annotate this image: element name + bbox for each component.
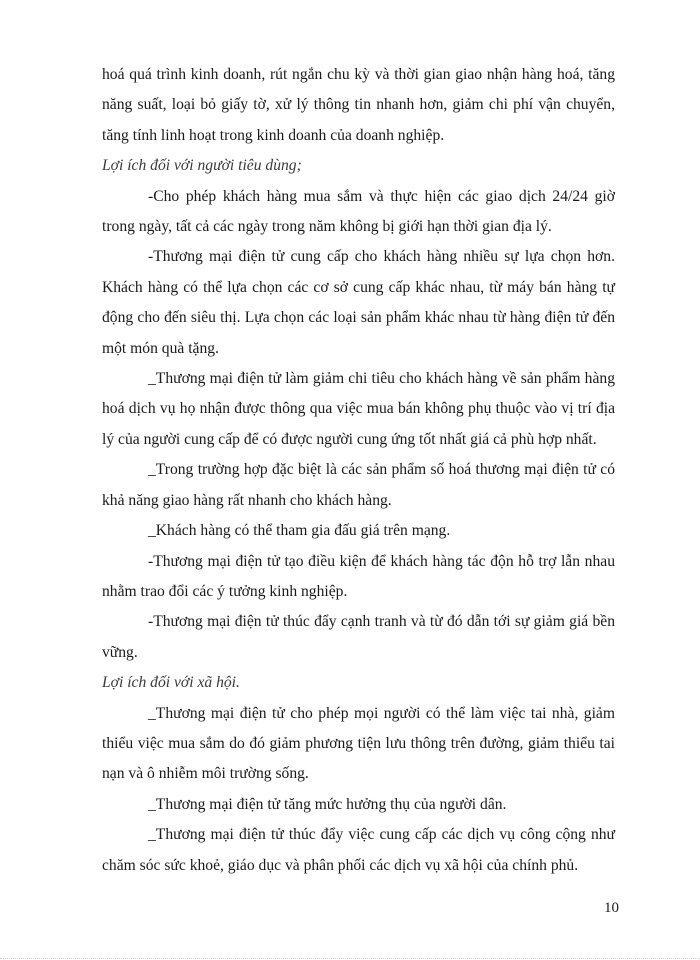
paragraph-living-standard: _Thương mại điện tử tăng mức hưởng thụ của người dân. bbox=[148, 795, 507, 813]
paragraph-lower-spending: _Thương mại điện tử làm giảm chi tiêu cho khách hàng về sản phẩm hàng hoá dịch vụ họ nhận được thông qua việc mua bán không phụ thuộc vào vị trí địa lý của người cung cấp để có được người cung ứng tốt nhất giá cả phù hợp nhất. bbox=[102, 370, 615, 448]
paragraph-24-7-shopping: -Cho phép khách hàng mua sắm và thực hiện các giao dịch 24/24 giờ trong ngày, tất cả các ngày trong năm không bị giới hạn thời gian địa lý. bbox=[102, 187, 615, 236]
paragraph-more-choices: -Thương mại điện tử cung cấp cho khách hàng nhiều sự lựa chọn hơn. Khách hàng có thể lựa chọn các cơ sở cung cấp khác nhau, từ máy bán hàng tự động cho đến siêu thị. Lựa chọn các loại sản phẩm khác nhau từ hàng điện tử đến một món quà tặng. bbox=[102, 248, 615, 357]
page-number: 10 bbox=[604, 900, 619, 916]
paragraph-continuation: hoá quá trình kinh doanh, rút ngắn chu kỳ và thời gian giao nhận hàng hoá, tăng năng suất, loại bỏ giấy tờ, xử lý thông tin nhanh hơn, giảm chi phí vận chuyển, tăng tính linh hoạt trong kinh doanh của doanh nghiệp. bbox=[102, 66, 615, 144]
section-heading-consumer-benefits: Lợi ích đối với người tiêu dùng; bbox=[102, 157, 302, 175]
paragraph-competition: -Thương mại điện tử thúc đẩy cạnh tranh và từ đó dẫn tới sự giảm giá bền vững. bbox=[102, 613, 615, 661]
paragraph-work-from-home: _Thương mại điện tử cho phép mọi người có thể làm việc tai nhà, giảm thiểu việc mua sắm do đó giảm phương tiện lưu thông trên đường, giảm thiểu tai nạn và ô nhiễm môi trường sống. bbox=[102, 704, 615, 783]
paragraph-customer-interaction: -Thương mại điện tử tạo điều kiện để khách hàng tác độn hỗ trợ lẫn nhau nhằm trao đổi các ý tưởng kinh nghiệp. bbox=[102, 552, 615, 600]
paragraph-fast-delivery: _Trong trường hợp đặc biệt là các sản phẩm số hoá thương mại điện tử có khả năng giao hàng rất nhanh cho khách hàng. bbox=[102, 461, 615, 509]
page-bottom-divider bbox=[0, 958, 700, 959]
paragraph-public-services: _Thương mại điện tử thúc đẩy việc cung cấp các dịch vụ công cộng như chăm sóc sức khoẻ, giáo dục và phân phối các dịch vụ xã hội của chính phủ. bbox=[102, 826, 615, 874]
section-heading-social-benefits: Lợi ích đối với xã hội. bbox=[102, 674, 240, 692]
paragraph-online-auction: _Khách hàng có thể tham gia đấu giá trên mạng. bbox=[148, 522, 451, 540]
page-body bbox=[102, 60, 615, 881]
